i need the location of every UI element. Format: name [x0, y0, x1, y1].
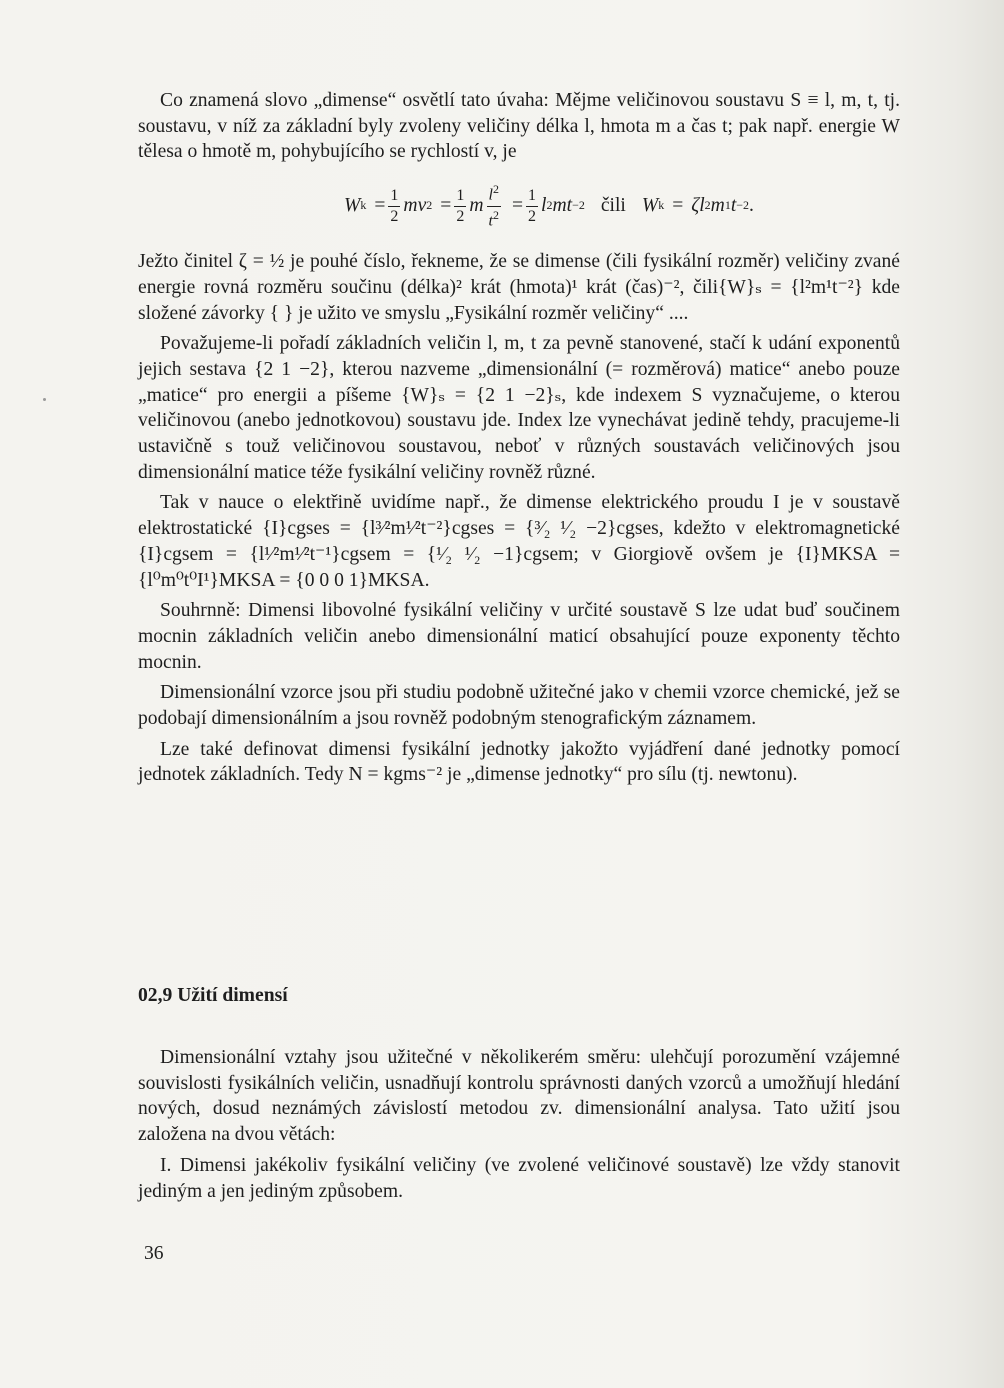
- formula-w: W: [344, 195, 361, 217]
- formula-exp-neg2: −2: [572, 198, 585, 213]
- paragraph-intro: Co znamená slovo „dimense“ osvětlí tato úvaha: Mějme veličinovou soustavu S ≡ l, m, t, tj. soustavu, v níž za základní byly zvoleny veličiny délka l, hmota m a čas t; pak např. energie W tělesa o hmotě m, pohybujícího se rychlostí v, je: [138, 90, 900, 163]
- formula-cili: čili: [600, 195, 626, 217]
- formula-zeta: ζl: [691, 195, 705, 217]
- fraction-l2-t2: $\frac{l^2}{t^2}$: [488, 182, 499, 229]
- formula-w-sub: k: [360, 198, 367, 213]
- energy-formula: W k = $\frac{1}{2}$ mv 2 = $\frac{1}{2}$ m $\frac{l^2}{t^2}$ = $\frac{1}{2}$ l 2 mt −2 čili W k = ζl 2 m 1 t −2 .: [344, 182, 754, 229]
- formula-l: l: [541, 195, 547, 217]
- paragraph-summary: Souhrnně: Dimensi libovolné fysikální veličiny v určité soustavě S lze udat buď součinem mocnin základních veličin anebo dimensionální maticí obsahující pouze exponenty těchto mocnin.: [138, 600, 900, 673]
- formula-exp2-a: 2: [426, 198, 433, 213]
- paragraph-matrix: Považujeme-li pořadí základních veličin l, m, t za pevně stanovené, stačí k udání exponentů jejich sestava {2 1 −2}, kterou nazveme „dimensionální (= rozměrová) matice“ anebo pouze „matice“ pro energii a píšeme {W}ₛ = {2 1 −2}ₛ, kde indexem S vyznačujeme, o kterou veličinovou (anebo jednotkovou) soustavu jde. Index lze vynechávat jedině tehdy, pracujeme-li ustavičně s touž veličinovou soustavou, neboť v různých soustavách veličinových jsou dimensionální matice téže fysikální veličiny rovněž různé.: [138, 333, 900, 483]
- section-heading: 02,9 Užití dimensí: [138, 985, 288, 1006]
- paragraph-current: Tak v nauce o elektřině uvidíme např., že dimense elektrického proudu I je v soustavě elektrostatické {I}cgses = {l³⁄²m¹⁄²t⁻²}cgses = {³⁄₂ ¹⁄₂ −2}cgses, kdežto v elektromagnetické {I}cgsem = {l¹⁄²m¹⁄²t⁻¹}cgsem = {¹⁄₂ ¹⁄₂ −1}cgsem; v Giorgiově ovšem je {I}MKSA = {l⁰m⁰t⁰I¹}MKSA = {0 0 0 1}MKSA.: [138, 492, 900, 591]
- body-text-upper: [138, 88, 900, 788]
- fraction-half-1: $\frac{1}{2}$: [390, 186, 399, 225]
- formula-m: m: [469, 195, 484, 217]
- paragraph-unit: Lze také definovat dimensi fysikální jednotky jakožto vyjádření dané jednotky pomocí jednotek základních. Tedy N = kgms⁻² je „dimense jednotky“ pro sílu (tj. newtonu).: [138, 738, 900, 786]
- fraction-half-3: $\frac{1}{2}$: [528, 186, 537, 225]
- scan-speck: [43, 398, 46, 401]
- formula-mt: mt: [552, 195, 573, 217]
- paragraph-theorem-1: I. Dimensi jakékoliv fysikální veličiny (ve zvolené veličinové soustavě) lze vždy stanovit jediným a jen jediným způsobem.: [138, 1154, 900, 1202]
- body-text-lower: [138, 1045, 900, 1204]
- paragraph-zeta: Ježto činitel ζ = ½ je pouhé číslo, řekneme, že se dimense (čili fysikální rozměr) veličiny zvané energie rovná rozměru součinu (délka)² krát (hmota)¹ krát (čas)⁻², čili{W}ₛ = {l²m¹t⁻²} kde složené závorky { } je užito ve smyslu „Fysikální rozměr veličiny“ ....: [138, 251, 900, 324]
- paragraph-uses: Dimensionální vztahy jsou užitečné v několikerém směru: ulehčují porozumění vzájemné souvislosti fysikálních veličin, usnadňují kontrolu správnosti daných vzorců a umožňují hledání nových, dosud neznámých závislostí metodou zv. dimensionální analysa. Tato užití jsou založena na dvou větách:: [138, 1047, 900, 1146]
- paragraph-formulas: Dimensionální vzorce jsou při studiu podobně užitečné jako v chemii vzorce chemické, jež se podobají dimensionálním a jsou rovněž podobným stenografickým záznamem.: [138, 682, 900, 730]
- fraction-half-2: $\frac{1}{2}$: [456, 186, 465, 225]
- page-number: 36: [144, 1243, 164, 1264]
- formula-mv: mv: [403, 195, 427, 217]
- formula-end: .: [749, 195, 754, 217]
